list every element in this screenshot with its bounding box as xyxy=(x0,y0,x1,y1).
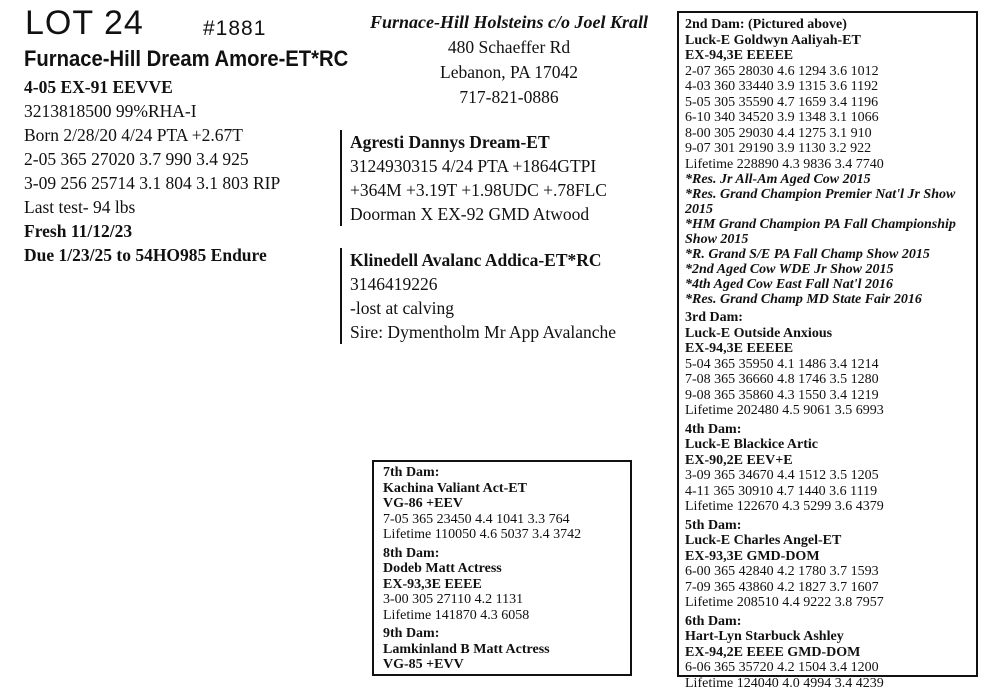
fourth-dam-score: EX-90,2E EEV+E xyxy=(685,453,976,469)
record-row: 5-05 305 35590 4.7 1659 3.4 1196 xyxy=(685,95,976,111)
lifetime-row: Lifetime 202480 4.5 9061 3.5 6993 xyxy=(685,403,976,419)
third-dam-score: EX-94,3E EEEEE xyxy=(685,341,976,357)
dam-block xyxy=(340,248,616,344)
record-row: 6-10 340 34520 3.9 1348 3.1 1066 xyxy=(685,110,976,126)
third-dam-section xyxy=(685,310,976,419)
record-row: 4-11 365 30910 4.7 1440 3.6 1119 xyxy=(685,484,976,500)
record-row: 6-06 365 35720 4.2 1504 3.4 1200 xyxy=(685,660,976,676)
ninth-dam-section xyxy=(383,626,630,673)
seller-street: 480 Schaeffer Rd xyxy=(345,35,673,60)
third-dam-heading: 3rd Dam: xyxy=(685,310,976,326)
eighth-dam-section xyxy=(383,546,630,624)
second-dam-score: EX-94,3E EEEEE xyxy=(685,48,976,64)
seller-phone: 717-821-0886 xyxy=(345,85,673,110)
record-row: 3-09 365 34670 4.4 1512 3.5 1205 xyxy=(685,468,976,484)
seventh-dam-score: VG-86 +EEV xyxy=(383,496,630,512)
fourth-dam-name: Luck-E Blackice Artic xyxy=(685,437,976,453)
dam-line-2: -lost at calving xyxy=(350,296,616,320)
sixth-dam-name: Hart-Lyn Starbuck Ashley xyxy=(685,629,976,645)
cow-record-1: 2-05 365 27020 3.7 990 3.4 925 xyxy=(24,147,280,171)
award-item: *Res. Jr All-Am Aged Cow 2015 xyxy=(685,172,965,187)
fourth-dam-section xyxy=(685,422,976,515)
record-row: 7-08 365 36660 4.8 1746 3.5 1280 xyxy=(685,372,976,388)
eighth-dam-name: Dodeb Matt Actress xyxy=(383,561,630,577)
lifetime-row: Lifetime 228890 4.3 9836 3.4 7740 xyxy=(685,157,976,173)
sire-line-3: Doorman X EX-92 GMD Atwood xyxy=(350,202,607,226)
eighth-dam-score: EX-93,3E EEEE xyxy=(383,577,630,593)
seventh-dam-section xyxy=(383,465,630,543)
dam-line-3: Sire: Dymentholm Mr App Avalanche xyxy=(350,320,616,344)
cow-name: Furnace-Hill Dream Amore-ET*RC xyxy=(24,46,348,72)
cow-due-date: Due 1/23/25 to 54HO985 Endure xyxy=(24,243,280,267)
pedigree-box-right xyxy=(677,11,978,677)
fifth-dam-section xyxy=(685,518,976,611)
award-item: *HM Grand Champion PA Fall Championship Show 2015 xyxy=(685,217,965,247)
sire-block xyxy=(340,130,607,226)
cow-fresh-date: Fresh 11/12/23 xyxy=(24,219,280,243)
fifth-dam-score: EX-93,3E GMD-DOM xyxy=(685,549,976,565)
record-row: 6-00 365 42840 4.2 1780 3.7 1593 xyxy=(685,564,976,580)
record-row: 7-09 365 43860 4.2 1827 3.7 1607 xyxy=(685,580,976,596)
cow-registration: 3213818500 99%RHA-I xyxy=(24,99,280,123)
ninth-dam-heading: 9th Dam: xyxy=(383,626,630,642)
record-row: 3-00 305 27110 4.2 1131 xyxy=(383,592,630,608)
lot-number: #1881 xyxy=(203,17,266,41)
lifetime-row: Lifetime 124040 4.0 4994 3.4 4239 xyxy=(685,676,976,691)
award-item: *2nd Aged Cow WDE Jr Show 2015 xyxy=(685,262,965,277)
record-row: 5-04 365 35950 4.1 1486 3.4 1214 xyxy=(685,357,976,373)
award-item: *R. Grand S/E PA Fall Champ Show 2015 xyxy=(685,247,965,262)
record-row: 9-08 365 35860 4.3 1550 3.4 1219 xyxy=(685,388,976,404)
second-dam-name: Luck-E Goldwyn Aaliyah-ET xyxy=(685,33,976,49)
cow-classification: 4-05 EX-91 EEVVE xyxy=(24,75,280,99)
sire-name: Agresti Dannys Dream-ET xyxy=(350,130,607,154)
record-row: 2-07 365 28030 4.6 1294 3.6 1012 xyxy=(685,64,976,80)
third-dam-name: Luck-E Outside Anxious xyxy=(685,326,976,342)
lifetime-row: Lifetime 110050 4.6 5037 3.4 3742 xyxy=(383,527,630,543)
fifth-dam-name: Luck-E Charles Angel-ET xyxy=(685,533,976,549)
seventh-dam-name: Kachina Valiant Act-ET xyxy=(383,481,630,497)
dam-name: Klinedell Avalanc Addica-ET*RC xyxy=(350,248,616,272)
seller-name: Furnace-Hill Holsteins c/o Joel Krall xyxy=(345,10,673,35)
cow-last-test: Last test- 94 lbs xyxy=(24,195,280,219)
cow-details xyxy=(24,75,280,267)
second-dam-section xyxy=(685,17,976,307)
lifetime-row: Lifetime 208510 4.4 9222 3.8 7957 xyxy=(685,595,976,611)
dam-line-1: 3146419226 xyxy=(350,272,616,296)
lifetime-row: Lifetime 141870 4.3 6058 xyxy=(383,608,630,624)
pedigree-box-lower xyxy=(372,460,632,676)
sixth-dam-section xyxy=(685,614,976,691)
seventh-dam-heading: 7th Dam: xyxy=(383,465,630,481)
fourth-dam-heading: 4th Dam: xyxy=(685,422,976,438)
lifetime-row: Lifetime 122670 4.3 5299 3.6 4379 xyxy=(685,499,976,515)
award-item: *4th Aged Cow East Fall Nat'l 2016 xyxy=(685,277,965,292)
seller-info xyxy=(345,10,673,110)
ninth-dam-name: Lamkinland B Matt Actress xyxy=(383,642,630,658)
second-dam-heading: 2nd Dam: (Pictured above) xyxy=(685,17,976,33)
cow-record-2: 3-09 256 25714 3.1 804 3.1 803 RIP xyxy=(24,171,280,195)
award-item: *Res. Grand Champ MD State Fair 2016 xyxy=(685,292,965,307)
fifth-dam-heading: 5th Dam: xyxy=(685,518,976,534)
award-item: *Res. Grand Champion Premier Nat'l Jr Show 2015 xyxy=(685,187,965,217)
cow-birth-pta: Born 2/28/20 4/24 PTA +2.67T xyxy=(24,123,280,147)
seller-city: Lebanon, PA 17042 xyxy=(345,60,673,85)
sire-line-2: +364M +3.19T +1.98UDC +.78FLC xyxy=(350,178,607,202)
sire-line-1: 3124930315 4/24 PTA +1864GTPI xyxy=(350,154,607,178)
sixth-dam-heading: 6th Dam: xyxy=(685,614,976,630)
ninth-dam-score: VG-85 +EVV xyxy=(383,657,630,673)
sixth-dam-score: EX-94,2E EEEE GMD-DOM xyxy=(685,645,976,661)
record-row: 4-03 360 33440 3.9 1315 3.6 1192 xyxy=(685,79,976,95)
lot-label: LOT 24 xyxy=(25,4,144,42)
record-row: 8-00 305 29030 4.4 1275 3.1 910 xyxy=(685,126,976,142)
record-row: 9-07 301 29190 3.9 1130 3.2 922 xyxy=(685,141,976,157)
eighth-dam-heading: 8th Dam: xyxy=(383,546,630,562)
record-row: 7-05 365 23450 4.4 1041 3.3 764 xyxy=(383,512,630,528)
